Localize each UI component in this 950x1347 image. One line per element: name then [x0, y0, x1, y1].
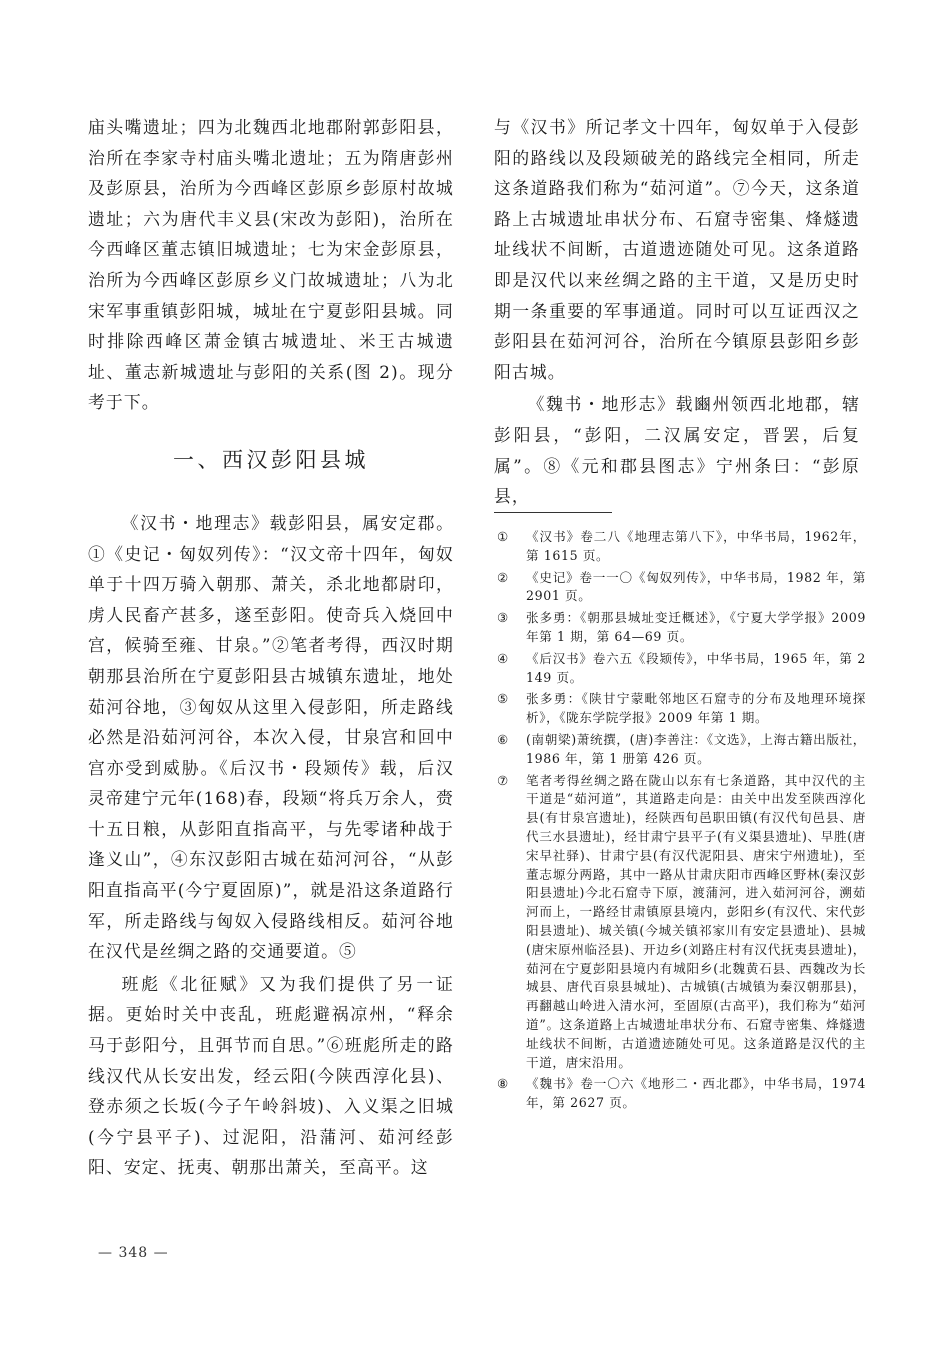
footnote [494, 528, 866, 566]
footnote-marker: ① [497, 529, 509, 544]
footnote-text: 《汉书》卷二八《地理志第八下》，中华书局，1962年，第 1615 页。 [526, 529, 866, 563]
footnote [494, 650, 866, 688]
footnote-text: 张多勇：《朝那县城址变迁概述》，《宁夏大学学报》2009 年第 1 期，第 64—69 页。 [526, 610, 866, 644]
footnote-marker: ⑤ [497, 691, 509, 707]
footnote-text: 笔者考得丝绸之路在陇山以东有七条道路，其中汉代的主干道是“茹河道”，其道路走向是：由关中出发至陕西淳化县(有甘泉宫遗址)，经陕西旬邑职田镇(有汉代旬邑县、唐代三水县遗址)，经甘肃宁县平子(有义渠县遗址)、早胜(唐宋早社驿)、甘肃宁县(有汉代泥阳县、唐宋宁州遗址)，至董志塬分两路，其中一路从甘肃庆阳市西峰区野林(秦汉彭阳县遗址)今北石窟寺下原，渡蒲河，进入茹河河谷，溯茹河而上，一路经甘肃镇原县境内，彭阳乡(有汉代、宋代彭阳县遗址)、城关镇(今城关镇祁家川有安定县遗址)、县城(唐宋原州临泾县)、开边乡(刘路庄村有汉代抚夷县遗址)，茹河在宁夏彭阳县境内有城阳乡(北魏黄石县、西魏改为长城县、唐代百泉县城址)、古城镇(古城镇为秦汉朝那县)，再翻越山岭进入清水河，至固原(古高平)，我们称为“茹河道”。这条道路上古城遗址串状分布、石窟寺密集、烽燧遗址线状不间断，古道遗迹随处可见。这条道路是汉代的主干道，唐宋沿用。 [526, 772, 866, 1070]
footnote-text: 《后汉书》卷六五《段颎传》，中华书局，1965 年，第 2149 页。 [526, 650, 866, 685]
footnote-text: 《魏书》卷一〇六《地形二・西北郡》，中华书局，1974 年，第 2627 页。 [526, 1076, 866, 1111]
body-paragraph: 庙头嘴遗址；四为北魏西北地郡附郭彭阳县，治所在李家寺村庙头嘴北遗址；五为隋唐彭州及彭原县，治所为今西峰区彭原乡彭原村故城遗址；六为唐代丰义县(宋改为彭阳)，治所在今西峰区董志镇旧城遗址；七为宋金彭原县，治所为今西峰区彭原乡义门故城遗址；八为北宋军事重镇彭阳城，城址在宁夏彭阳县城。同时排除西峰区萧金镇古城遗址、米王古城遗址、董志新城遗址与彭阳的关系(图 2)。现分考于下。 [88, 117, 454, 413]
footnote [494, 1075, 866, 1113]
footnote-text: 张多勇：《陕甘宁蒙毗邻地区石窟寺的分布及地理环境探析》，《陇东学院学报》2009 年第 1 期。 [526, 691, 866, 726]
footnote-marker: ⑥ [497, 731, 509, 747]
footnote-divider [494, 512, 612, 513]
body-paragraph: 《汉书・地理志》载彭阳县，属安定郡。①《史记・匈奴列传》：“汉文帝十四年，匈奴单于十四万骑入朝那、萧关，杀北地都尉印，虏人民畜产甚多，遂至彭阳。使奇兵入烧回中宫，候骑至雍、甘泉。”②笔者考得，西汉时期朝那县治所在宁夏彭阳县古城镇东遗址，地处茹河谷地，③匈奴从这里入侵彭阳，所走路线必然是沿茹河河谷，本次入侵，甘泉宫和回中宫亦受到威胁。《后汉书・段颎传》载，后汉灵帝建宁元年(168)春，段颎“将兵万余人，赍十五日粮，从彭阳直指高平，与先零诸种战于逢义山”，④东汉彭阳古城在茹河河谷，“从彭阳直指高平(今宁夏固原)”，就是沿这条道路行军，所走路线与匈奴入侵路线相反。茹河谷地在汉代是丝绸之路的交通要道。⑤ [88, 512, 454, 962]
footnote [494, 772, 866, 1073]
page-number: — 348 — [98, 1245, 169, 1261]
footnote-list [494, 528, 866, 1116]
footnote-marker: ④ [497, 650, 509, 666]
footnote [494, 569, 866, 607]
footnote-marker: ② [497, 569, 509, 585]
body-paragraph: 班彪《北征赋》又为我们提供了另一证据。更始时关中丧乱，班彪避祸凉州，“释余马于彭阳兮，且弭节而自思。”⑥班彪所走的路线汉代从长安出发，经云阳(今陕西淳化县)、登赤须之长坂(今子午岭斜坡)、入义渠之旧城(今宁县平子)、过泥阳，沿蒲河、茹河经彭阳、安定、抚夷、朝那出萧关，至高平。这 [88, 973, 454, 1178]
body-paragraph: 《魏书・地形志》载豳州领西北地郡，辖彭阳县，“彭阳，二汉属安定，晋罢，后复属”。⑧《元和郡县图志》宁州条曰：“彭原县， [494, 394, 860, 507]
footnote-marker: ⑦ [497, 772, 509, 788]
footnote [494, 731, 866, 769]
footnote-text: (南朝梁)萧统撰，(唐)李善注：《文选》，上海古籍出版社，1986 年，第 1 册第 426 页。 [526, 731, 866, 766]
footnote-marker: ③ [497, 610, 509, 626]
right-column [494, 112, 860, 512]
footnote [494, 609, 866, 647]
left-column [88, 112, 454, 1183]
footnote-text: 《史记》卷一一〇《匈奴列传》，中华书局，1982 年，第 2901 页。 [526, 569, 866, 604]
section-heading: 一、西汉彭阳县城 [173, 447, 369, 472]
footnote [494, 690, 866, 728]
body-paragraph: 与《汉书》所记孝文十四年，匈奴单于入侵彭阳的路线以及段颎破羌的路线完全相同，所走这条道路我们称为“茹河道”。⑦今天，这条道路上古城遗址串状分布、石窟寺密集、烽燧遗址线状不间断，古道遗迹随处可见。这条道路即是汉代以来丝绸之路的主干道，又是历史时期一条重要的军事通道。同时可以互证西汉之彭阳县在茹河河谷，治所在今镇原县彭阳乡彭阳古城。 [494, 117, 860, 382]
footnote-marker: ⑧ [497, 1076, 509, 1092]
